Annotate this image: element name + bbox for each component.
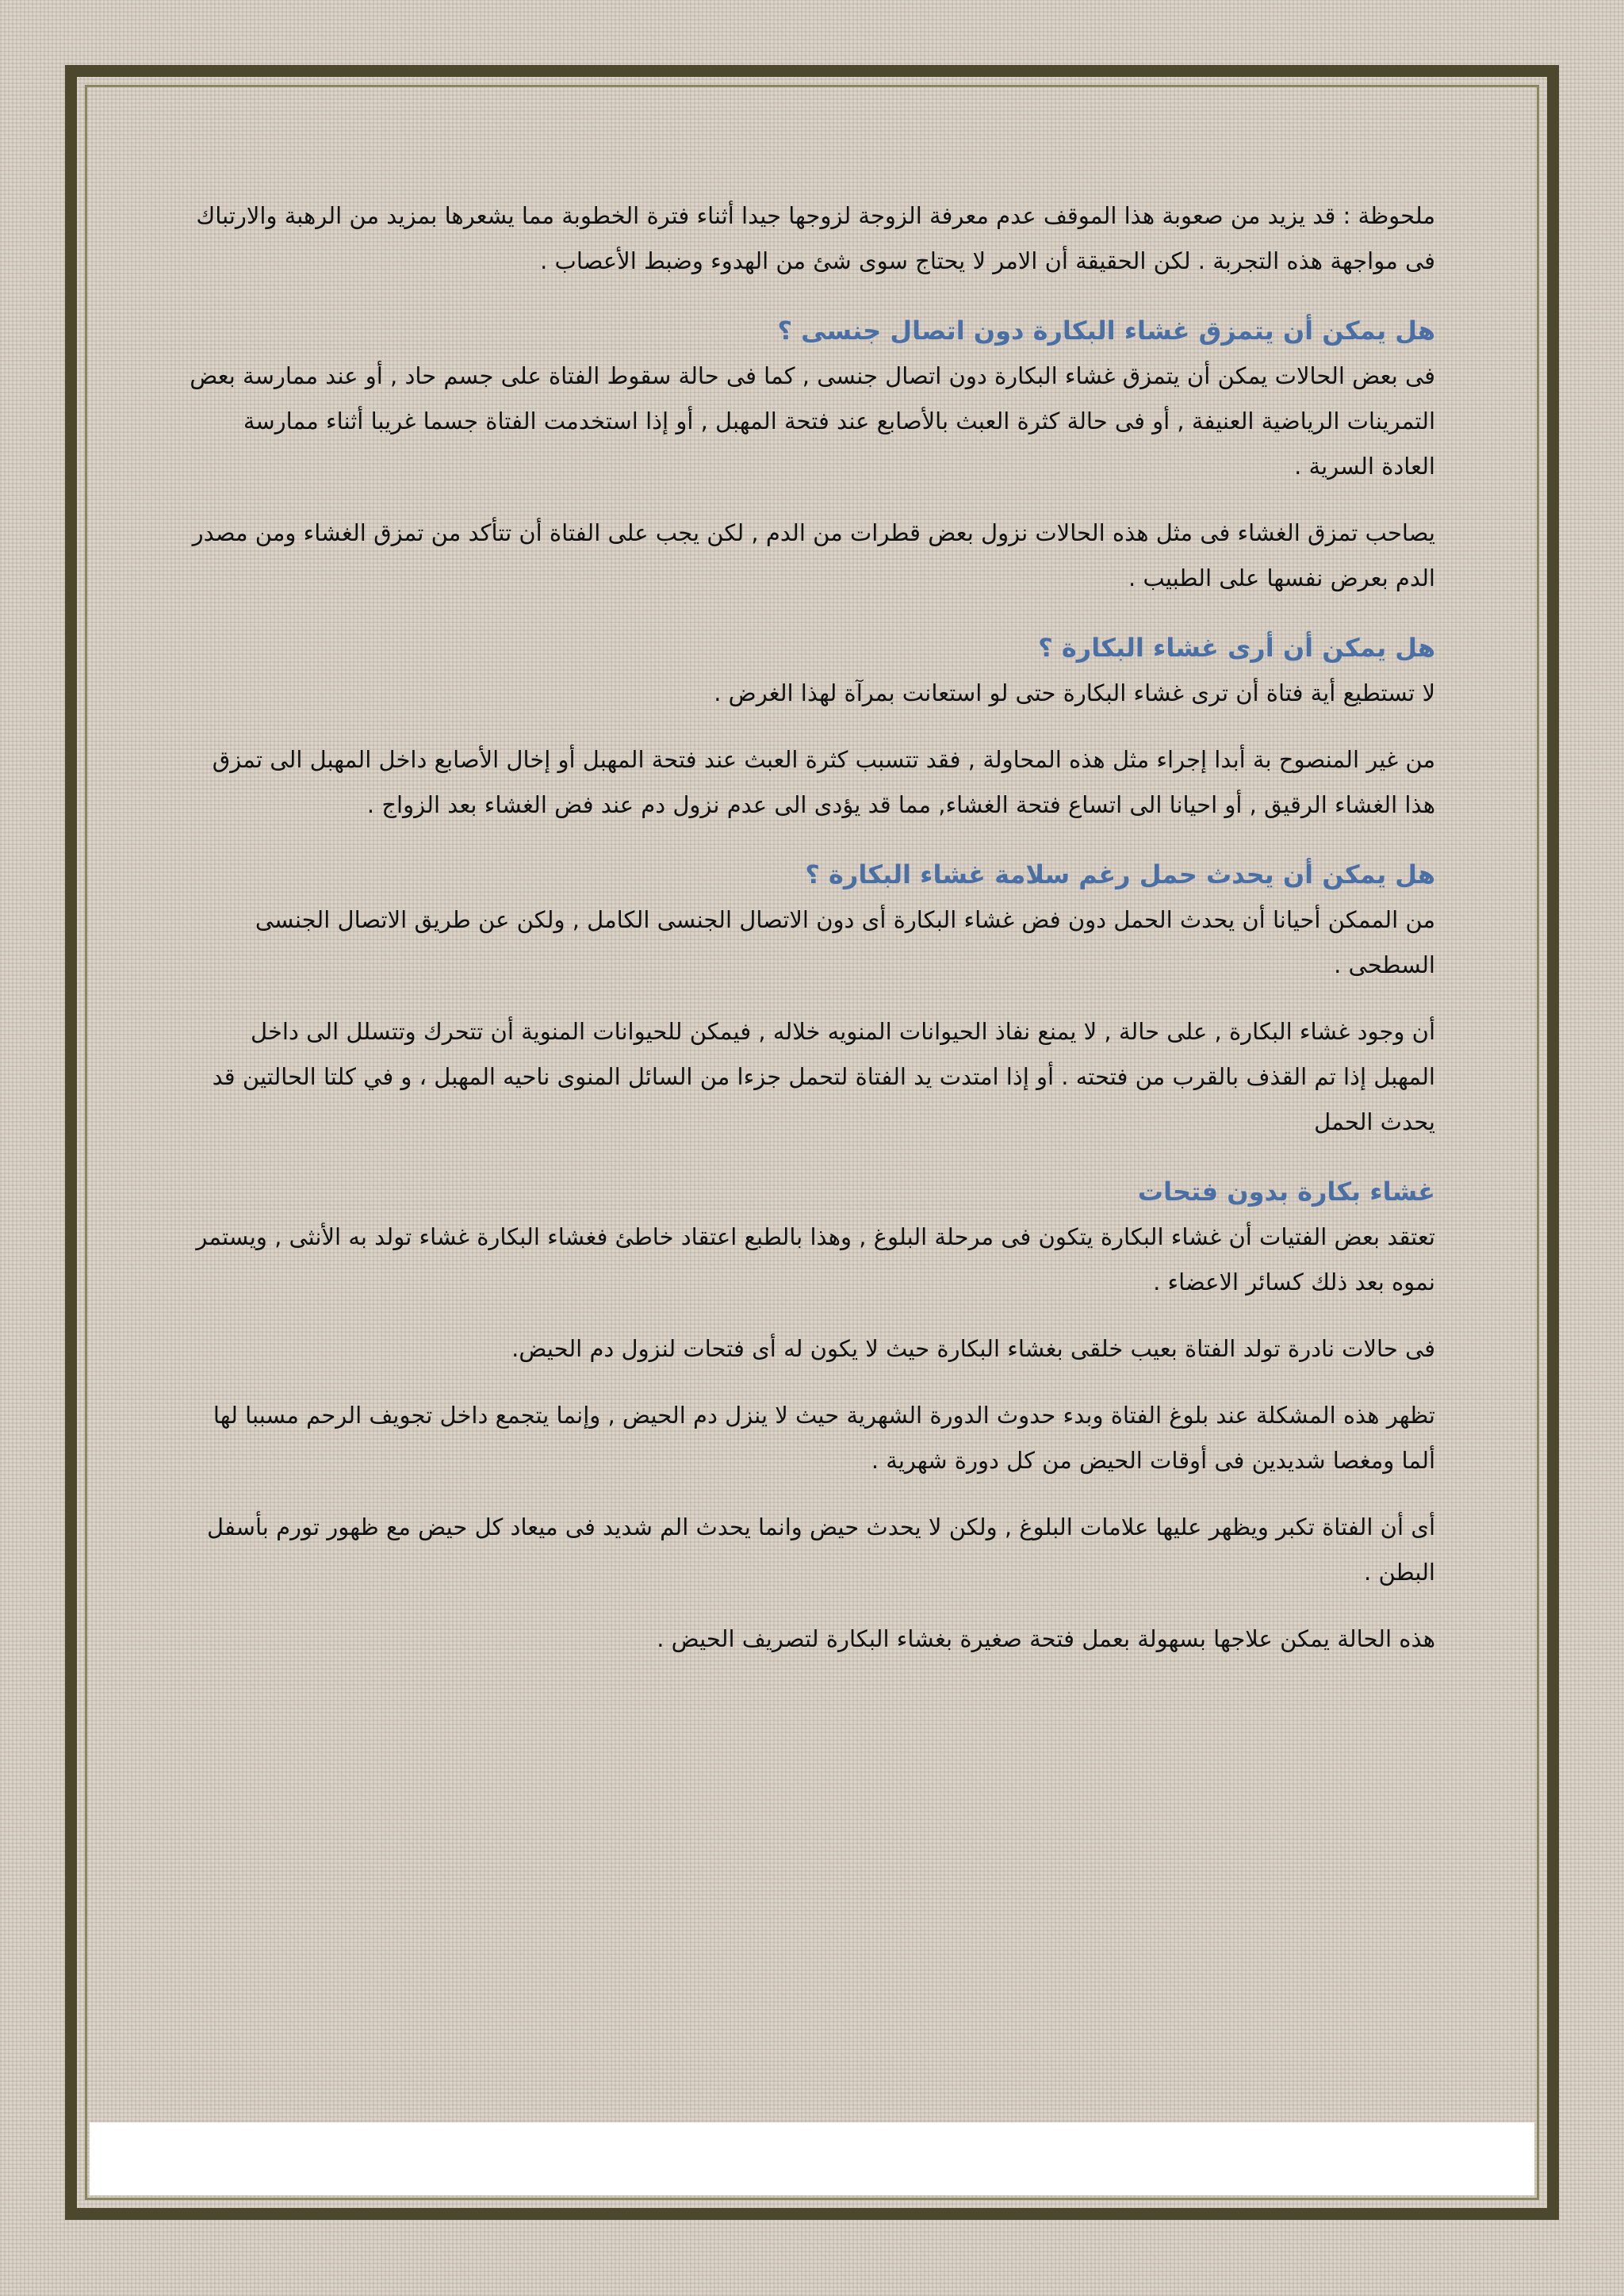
section-paragraph: من الممكن أحيانا أن يحدث الحمل دون فض غشاء البكارة أى دون الاتصال الجنسى الكامل , ولكن عن طريق الاتصال الجنسى السطحى . xyxy=(255,906,1435,978)
section-heading: هل يمكن أن أرى غشاء البكارة ؟ xyxy=(1038,633,1435,663)
section-heading: هل يمكن أن يتمزق غشاء البكارة دون اتصال جنسى ؟ xyxy=(777,316,1435,346)
section-paragraph: لا تستطيع أية فتاة أن ترى غشاء البكارة حتى لو استعانت بمرآة لهذا الغرض . xyxy=(714,679,1435,706)
section-paragraph: يصاحب تمزق الغشاء فى مثل هذه الحالات نزول بعض قطرات من الدم , لكن يجب على الفتاة أن تتأكد من تمزق الغشاء ومن مصدر الدم بعرض نفسها على الطبيب . xyxy=(192,519,1435,591)
section-paragraph: تظهر هذه المشكلة عند بلوغ الفتاة وبدء حدوث الدورة الشهرية حيث لا ينزل دم الحيض , وإنما يتجمع داخل تجويف الرحم مسببا لها ألما ومغصا شديدين فى أوقات الحيض من كل دورة شهرية . xyxy=(213,1402,1435,1474)
section-paragraph: أن وجود غشاء البكارة , على حالة , لا يمنع نفاذ الحيوانات المنويه خلاله , فيمكن للحيوانات المنوية أن تتحرك وتتسلل الى داخل المهبل إذا تم القذف بالقرب من فتحته . أو إذا امتدت يد الفتاة لتحمل جزءا من السائل المنوى ناحيه المهبل ، و في كلتا الحالتين قد يحدث الحمل xyxy=(212,1018,1435,1135)
note-paragraph: ملحوظة : قد يزيد من صعوبة هذا الموقف عدم معرفة الزوجة لزوجها جيدا أثناء فترة الخطوبة مما يشعرها بمزيد من الرهبة والارتباك فى مواجهة هذه التجربة . لكن الحقيقة أن الامر لا يحتاج سوى شئ من الهدوء وضبط الأعصاب . xyxy=(196,202,1435,274)
section-paragraph: فى بعض الحالات يمكن أن يتمزق غشاء البكارة دون اتصال جنسى , كما فى حالة سقوط الفتاة على جسم حاد , أو عند ممارسة بعض التمرينات الرياضية العنيفة , أو فى حالة كثرة العبث بالأصابع عند فتحة المهبل , أو إذا استخدمت الفتاة جسما غريبا أثناء ممارسة العادة السرية . xyxy=(190,362,1435,480)
document-body xyxy=(186,193,1435,1683)
page-footer-area xyxy=(90,2122,1534,2195)
section-heading: هل يمكن أن يحدث حمل رغم سلامة غشاء البكارة ؟ xyxy=(805,859,1435,890)
section-imperforate-hymen xyxy=(186,1172,1435,1662)
section-hymen-tear xyxy=(186,311,1435,601)
section-see-hymen xyxy=(186,628,1435,828)
section-paragraph: هذه الحالة يمكن علاجها بسهولة بعمل فتحة صغيرة بغشاء البكارة لتصريف الحيض . xyxy=(657,1625,1435,1652)
section-paragraph: أى أن الفتاة تكبر ويظهر عليها علامات البلوغ , ولكن لا يحدث حيض وانما يحدث الم شديد فى ميعاد كل حيض مع ظهور تورم بأسفل البطن . xyxy=(207,1513,1435,1586)
section-paragraph: فى حالات نادرة تولد الفتاة بعيب خلقى بغشاء البكارة حيث لا يكون له أى فتحات لنزول دم الحيض. xyxy=(511,1335,1435,1362)
section-pregnancy xyxy=(186,855,1435,1145)
section-heading: غشاء بكارة بدون فتحات xyxy=(1137,1177,1435,1207)
section-paragraph: تعتقد بعض الفتيات أن غشاء البكارة يتكون فى مرحلة البلوغ , وهذا بالطبع اعتقاد خاطئ فغشاء البكارة غشاء تولد به الأنثى , ويستمر نموه بعد ذلك كسائر الاعضاء . xyxy=(196,1223,1435,1295)
section-paragraph: من غير المنصوح بة أبدا إجراء مثل هذه المحاولة , فقد تتسبب كثرة العبث عند فتحة المهبل أو إخال الأصابع داخل المهبل الى تمزق هذا الغشاء الرقيق , أو احيانا الى اتساع فتحة الغشاء, مما قد يؤدى الى عدم نزول دم عند فض الغشاء بعد الزواج . xyxy=(212,746,1435,818)
